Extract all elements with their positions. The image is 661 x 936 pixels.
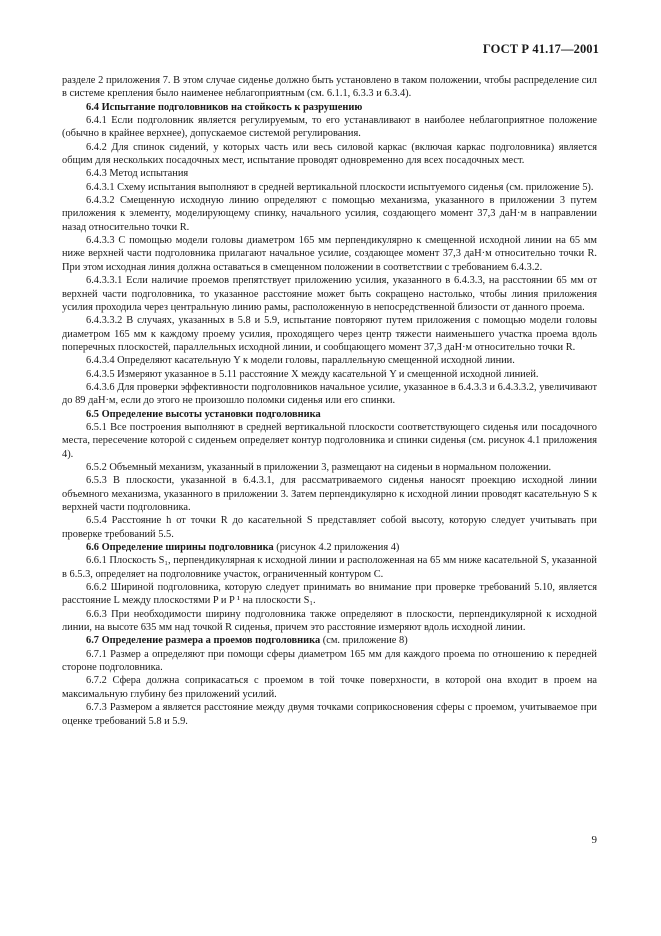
paragraph-6-4-3-2: 6.4.3.2 Смещенную исходную линию определяют с помощью механизма, указанного в приложении 3 путем приложения к элементу, моделирующему спинку, начального усилия, создающего момент 37,3 даН·м в направлении назад относительно точки R. bbox=[62, 195, 597, 233]
paragraph-6-7-3: 6.7.3 Размером a является расстояние между двумя точками соприкосновения сферы с проемом, учитываемое при оценке требований 5.8 и 5.9. bbox=[62, 702, 597, 727]
section-heading-6-5: 6.5 Определение высоты установки подголовника bbox=[86, 408, 321, 420]
paragraph-6-7-2: 6.7.2 Сфера должна соприкасаться с проемом в той точке поверхности, в которой она входит в проем на максимальную глубину без приложений усилий. bbox=[62, 675, 597, 700]
section-heading-6-7: 6.7 Определение размера a проемов подголовника (см. приложение 8) bbox=[86, 635, 408, 647]
document-header: ГОСТ Р 41.17—2001 bbox=[482, 42, 599, 56]
paragraph-6-4-3-3-1: 6.4.3.3.1 Если наличие проемов препятствует приложению усилия, указанного в 6.4.3.3, на расстоянии 65 мм от верхней части подголовника, то указанное расстояние может быть сокращено настолько, чтобы линия приложения усилия проходила через центральную линию рамы, расположенную в непосредственной близости от данного проема. bbox=[62, 275, 597, 313]
paragraph-6-5-2: 6.5.2 Объемный механизм, указанный в приложении 3, размещают на сиденьи в нормальном положении. bbox=[86, 461, 552, 473]
paragraph-6-4-3-3: 6.4.3.3 С помощью модели головы диаметром 165 мм перпендикулярно к смещенной исходной линии на 65 мм ниже верхней части подголовника прилагают начальное усилие, создающее момент 37,3 даН·м относительно точки R. При этом исходная линия должна оставаться в смещенном положении в соответствии с требованием 6.4.3.2. bbox=[62, 235, 597, 273]
section-heading-6-6: 6.6 Определение ширины подголовника (рисунок 4.2 приложения 4) bbox=[86, 542, 400, 554]
paragraph-6-4-2: 6.4.2 Для спинок сидений, у которых часть или весь силовой каркас (включая каркас подголовника) является общим для нескольких посадочных мест, испытание проводят одновременно для всех посадочных мест. bbox=[62, 141, 597, 167]
document-body bbox=[62, 74, 597, 728]
page-number: 9 bbox=[591, 834, 597, 846]
paragraph-6-6-2: 6.6.2 Шириной подголовника, которую следует принимать во внимание при проверке требований 5.10, является расстояние L между плоскостями P и P ¹ на плоскости S₁. bbox=[62, 582, 597, 607]
paragraph-6-6-1: 6.6.1 Плоскость S₁, перпендикулярная к исходной линии и расположенная на 65 мм ниже касательной S, указанной в 6.5.3, определяет на подголовнике участок, ограниченный контуром C. bbox=[62, 555, 597, 580]
paragraph-6-6-3: 6.6.3 При необходимости ширину подголовника также определяют в плоскости, перпендикулярной к исходной линии, на высоте 635 мм над точкой R сиденья, причем это расстояние измеряют вдоль исходной линии. bbox=[62, 608, 597, 634]
paragraph-6-5-3: 6.5.3 В плоскости, указанной в 6.4.3.1, для рассматриваемого сиденья наносят проекцию исходной линии объемного механизма, указанного в приложении 3. Затем перпендикулярно к исходной линии проводят касательную S к верхней части подголовника. bbox=[62, 475, 597, 513]
paragraph-6-4-3: 6.4.3 Метод испытания bbox=[86, 168, 189, 180]
paragraph-6-7-1: 6.7.1 Размер a определяют при помощи сферы диаметром 165 мм для каждого проема по отношению к передней стороне подголовника. bbox=[62, 648, 597, 674]
paragraph-6-4-3-6: 6.4.3.6 Для проверки эффективности подголовников начальное усилие, указанное в 6.4.3.3 и 6.4.3.3.2, увеличивают до 89 даН·м, если до этого не произошло поломки сиденья или его спинки. bbox=[62, 381, 597, 407]
paragraph-6-5-4: 6.5.4 Расстояние h от точки R до касательной S представляет собой высоту, которую следует учитывать при проверке требований 5.5. bbox=[62, 515, 597, 540]
paragraph-6-5-1: 6.5.1 Все построения выполняют в средней вертикальной плоскости соответствующего сиденья или посадочного места, пересечение которой с сиденьем определяет контур подголовника и спинки сиденья (см. рисунок 4.1 приложения 4). bbox=[62, 421, 597, 460]
paragraph-6-4-3-1: 6.4.3.1 Схему испытания выполняют в средней вертикальной плоскости испытуемого сиденья (см. приложение 5). bbox=[86, 181, 594, 193]
section-heading-6-4: 6.4 Испытание подголовников на стойкость к разрушению bbox=[86, 101, 363, 113]
paragraph-6-4-3-4: 6.4.3.4 Определяют касательную Y к модели головы, параллельную смещенной исходной линии. bbox=[86, 355, 515, 367]
paragraph: разделе 2 приложения 7. В этом случае сиденье должно быть установлено в таком положении, чтобы распределение сил в системе крепления было наименее неблагоприятным (см. 6.1.1, 6.3.3 и 6.3.4). bbox=[62, 75, 597, 100]
paragraph-6-4-3-5: 6.4.3.5 Измеряют указанное в 5.11 расстояние X между касательной Y и смещенной исходной линией. bbox=[86, 368, 539, 380]
paragraph-6-4-3-3-2: 6.4.3.3.2 В случаях, указанных в 5.8 и 5.9, испытание повторяют путем приложения с помощью модели головы диаметром 165 мм к каждому проему усилия, проходящего через центр тяжести наименьшего участка проема вдоль поперечных плоскостей, параллельных исходной линии, и сообщающего момент 37,3 даН·м относительно точки R. bbox=[62, 315, 597, 353]
paragraph-6-4-1: 6.4.1 Если подголовник является регулируемым, то его устанавливают в наиболее неблагоприятное положение (обычно в крайнее верхнее), допускаемое системой регулирования. bbox=[62, 115, 597, 140]
